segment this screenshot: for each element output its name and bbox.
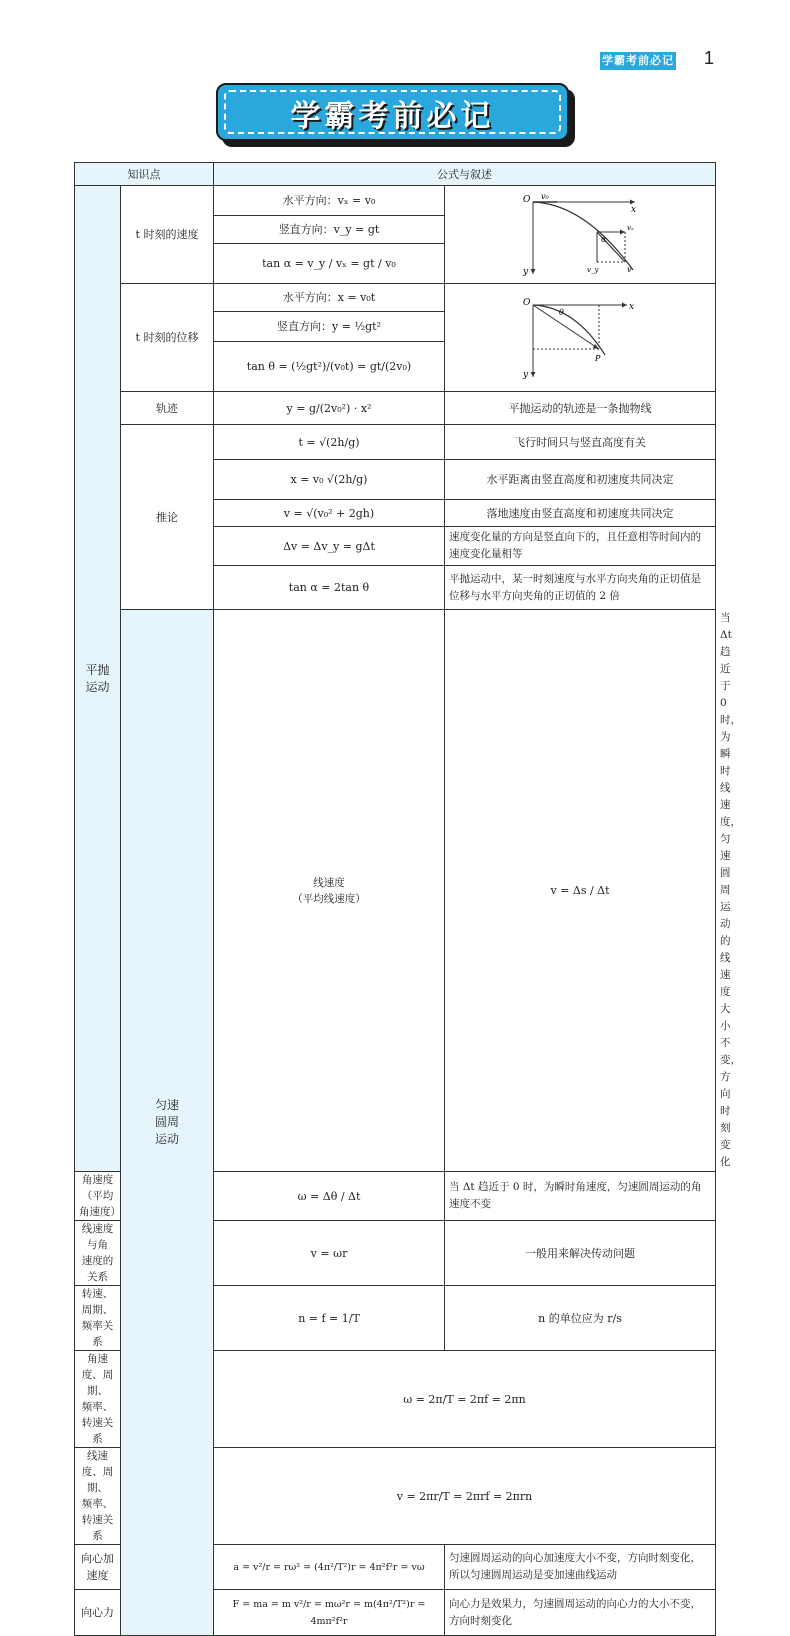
label-x: x [629, 301, 635, 312]
table-row: 匀速圆周运动 线速度 （平均线速度） v = Δs / Δt 当 Δt 趋近于 0 时，为瞬时线速度，匀速圆周运动的线速度大小不变，方向时刻变化 [75, 610, 716, 1172]
table-header-row [75, 163, 716, 186]
formula: x = v₀ √(2h/g) [214, 460, 445, 500]
velocity-diagram [515, 190, 645, 280]
formula: 竖直方向：v_y = gt [214, 216, 445, 244]
label-v: v [627, 264, 632, 274]
header-formula: 公式与叙述 [214, 163, 716, 186]
label-x: x [631, 204, 637, 215]
row-label: 线速度 （平均线速度） [214, 610, 445, 1172]
label-P: P [595, 353, 601, 363]
category-label: 匀速圆周运动 [154, 1098, 179, 1146]
formula: v = ωr [214, 1221, 445, 1286]
table-row [75, 284, 716, 312]
formula: v = √(v₀² + 2gh) [214, 500, 445, 527]
description: 飞行时间只与竖直高度有关 [445, 425, 716, 460]
header-knowledge: 知识点 [75, 163, 214, 186]
description: 速度变化量的方向是竖直向下的，且任意相等时间内的速度变化量相等 [445, 527, 716, 566]
row-label: 角速度 （平均角速度） [75, 1172, 121, 1221]
label-O: O [523, 297, 531, 308]
description: 一般用来解决传动问题 [445, 1221, 716, 1286]
velocity-label: t 时刻的速度 [121, 186, 214, 284]
section-tag: 学霸考前必记 [600, 52, 676, 70]
formula: tan θ = (½gt²)/(v₀t) = gt/(2v₀) [214, 342, 445, 392]
description: 当 Δt 趋近于 0 时，为瞬时角速度，匀速圆周运动的角速度不变 [445, 1172, 716, 1221]
formula: Δv = Δv_y = gΔt [214, 527, 445, 566]
formula: 竖直方向：y = ½gt² [214, 312, 445, 342]
description: 向心力是效果力，匀速圆周运动的向心力的大小不变，方向时刻变化 [445, 1590, 716, 1636]
banner-title: 学霸考前必记 [290, 99, 495, 134]
table-row [75, 425, 716, 460]
formula: 水平方向：x = v₀t [214, 284, 445, 312]
formula: v = Δs / Δt [445, 610, 716, 1172]
formula: tan α = v_y / vₓ = gt / v₀ [214, 244, 445, 284]
trajectory-label: 轨迹 [121, 392, 214, 425]
formula: t = √(2h/g) [214, 425, 445, 460]
label-vy: v_y [587, 265, 599, 274]
description: n 的单位应为 r/s [445, 1286, 716, 1351]
formula-table [74, 162, 741, 1636]
row-label: 线速度与角 速度的关系 [75, 1221, 121, 1286]
description: 水平距离由竖直高度和初速度共同决定 [445, 460, 716, 500]
table-row [75, 392, 716, 425]
formula: 水平方向：vₓ = v₀ [214, 186, 445, 216]
category-projectile [75, 186, 121, 1172]
description: 平抛运动的轨迹是一条抛物线 [445, 392, 716, 425]
label-O: O [523, 194, 531, 205]
formula: tan α = 2tan θ [214, 566, 445, 610]
formula: n = f = 1/T [214, 1286, 445, 1351]
formula: ω = 2π/T = 2πf = 2πn [214, 1351, 716, 1448]
displacement-diagram [515, 293, 645, 383]
velocity-figure-cell [445, 186, 716, 284]
inference-label: 推论 [121, 425, 214, 610]
row-label: 向心力 [75, 1590, 121, 1636]
formula: ω = Δθ / Δt [214, 1172, 445, 1221]
label-y: y [523, 266, 529, 277]
category-label: 平抛运动 [85, 662, 110, 694]
label-v0: v₀ [541, 191, 549, 201]
table-row [75, 186, 716, 216]
displacement-label: t 时刻的位移 [121, 284, 214, 392]
description: 平抛运动中，某一时刻速度与水平方向夹角的正切值是位移与水平方向夹角的正切值的 2 倍 [445, 566, 716, 610]
row-label: 向心加速度 [75, 1545, 121, 1590]
label-y: y [523, 369, 529, 380]
description: 落地速度由竖直高度和初速度共同决定 [445, 500, 716, 527]
formula: v = 2πr/T = 2πrf = 2πrn [214, 1448, 716, 1545]
row-label: 线速度、周期、 频率、转速关系 [75, 1448, 121, 1545]
formula: y = g/(2v₀²) · x² [214, 392, 445, 425]
displacement-figure-cell [445, 284, 716, 392]
label-theta: θ [559, 307, 564, 317]
formula: a = v²/r = rω² = (4π²/T²)r = 4π²f²r = vω [214, 1545, 445, 1590]
title-banner [216, 83, 569, 141]
row-label: 转速、周期、 频率关系 [75, 1286, 121, 1351]
description: 匀速圆周运动的向心加速度大小不变，方向时刻变化，所以匀速圆周运动是变加速曲线运动 [445, 1545, 716, 1590]
label-alpha: α [601, 234, 607, 244]
row-label: 角速度、周期、 频率、转速关系 [75, 1351, 121, 1448]
label-vx: vₓ [627, 223, 634, 232]
page-number: 1 [704, 48, 715, 68]
category-circular [121, 610, 214, 1636]
formula: F = ma = m v²/r = mω²r = m(4π²/T²)r = 4mπ²f²r [214, 1590, 445, 1636]
